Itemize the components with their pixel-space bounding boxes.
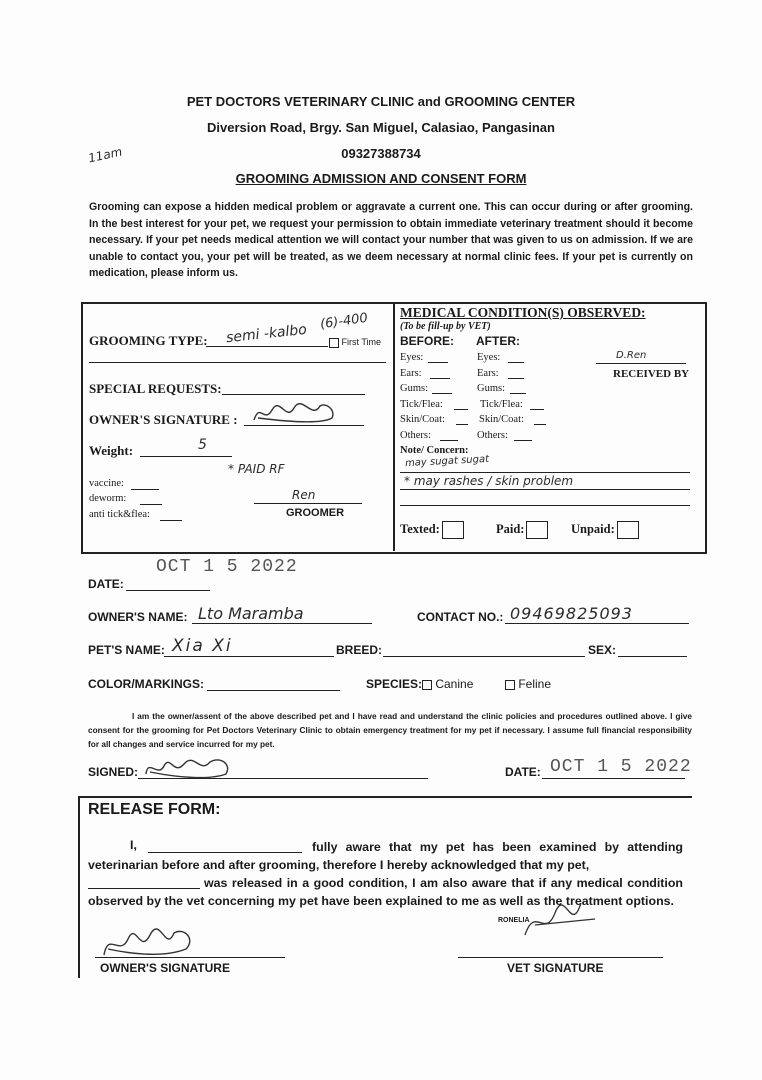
condition-row bbox=[400, 414, 550, 430]
signed-label: SIGNED: bbox=[88, 765, 139, 779]
condition-row bbox=[400, 352, 550, 368]
before-field: Ears: bbox=[400, 367, 422, 379]
note-label: Note/ Concern: bbox=[400, 445, 469, 456]
paid-checkbox[interactable] bbox=[526, 521, 548, 539]
vet-sig-line[interactable] bbox=[458, 957, 663, 958]
before-field: Gums: bbox=[400, 383, 429, 395]
weight-value[interactable]: 5 bbox=[198, 437, 207, 453]
unpaid-field[interactable] bbox=[571, 521, 639, 539]
clinic-name: PET DOCTORS VETERINARY CLINIC and GROOMING CENTER bbox=[186, 94, 576, 109]
owner-release-signature-scribble bbox=[100, 925, 200, 961]
signed-date-stamp: OCT 1 5 2022 bbox=[550, 757, 692, 777]
form-title: GROOMING ADMISSION AND CONSENT FORM bbox=[235, 171, 527, 186]
owner-name-value[interactable]: Lto Maramba bbox=[198, 604, 304, 623]
unpaid-checkbox[interactable] bbox=[617, 521, 639, 539]
after-label: AFTER: bbox=[476, 334, 520, 348]
condition-row bbox=[400, 368, 550, 384]
signed-line[interactable] bbox=[138, 778, 428, 779]
texted-label: Texted: bbox=[400, 521, 440, 536]
pet-name-value[interactable]: Xia Xi bbox=[172, 636, 233, 656]
grooming-price: (6)-400 bbox=[319, 310, 369, 333]
release-text-1: I, bbox=[130, 838, 137, 852]
received-by-line bbox=[596, 363, 686, 364]
owner-name-line bbox=[192, 623, 372, 624]
canine-label: Canine bbox=[435, 677, 474, 691]
weight-line bbox=[140, 456, 232, 457]
box-divider bbox=[393, 303, 395, 551]
texted-field[interactable] bbox=[400, 521, 464, 539]
groomer-line bbox=[254, 503, 362, 504]
before-field: Others: bbox=[400, 429, 431, 441]
condition-rows bbox=[400, 352, 550, 446]
after-field: Tick/Flea: bbox=[480, 398, 523, 410]
after-field: Skin/Coat: bbox=[479, 414, 524, 426]
owner-name-label: OWNER'S NAME: bbox=[88, 610, 188, 624]
received-by-name: D.Ren bbox=[616, 350, 647, 361]
condition-row bbox=[400, 399, 550, 415]
first-time-label: First Time bbox=[341, 337, 382, 347]
date-stamp: OCT 1 5 2022 bbox=[156, 557, 298, 577]
anti-tick-label: anti tick&flea: bbox=[89, 509, 150, 520]
pet-name-label: PET'S NAME: bbox=[88, 643, 165, 657]
breed-line[interactable] bbox=[383, 656, 585, 657]
feline-checkbox[interactable] bbox=[505, 680, 515, 690]
special-requests-label: SPECIAL REQUESTS: bbox=[89, 381, 222, 396]
after-field: Others: bbox=[477, 429, 508, 441]
grooming-type-value[interactable]: semi -kalbo bbox=[225, 321, 308, 347]
groomer-name: Ren bbox=[292, 488, 316, 502]
deworm-label: deworm: bbox=[89, 493, 127, 504]
medical-subtitle: (To be fill-up by VET) bbox=[400, 321, 491, 332]
sex-line[interactable] bbox=[618, 656, 687, 657]
vaccine-label: vaccine: bbox=[89, 478, 124, 489]
contact-label: CONTACT NO.: bbox=[417, 610, 504, 624]
release-text-2: fully aware that my pet has been examined by attending veterinarian before and after grooming, therefore I hereby acknowledged that my pet, bbox=[88, 840, 683, 872]
owner-signature-label: OWNER'S SIGNATURE : bbox=[89, 412, 238, 427]
before-label: BEFORE: bbox=[400, 334, 454, 348]
before-field: Skin/Coat: bbox=[400, 414, 445, 426]
note-line-2[interactable]: * may rashes / skin problem bbox=[404, 474, 574, 488]
date-line[interactable] bbox=[126, 590, 210, 591]
before-field: Tick/Flea: bbox=[400, 398, 443, 410]
consent-paragraph: I am the owner/assent of the above described pet and I have read and understand the clinic policies and procedures outlined above. I give consent for the grooming for Pet Doctors Veterinary Clinic to obtain emergency treatment for my pet if necessary. I assume full financial responsibility for all changes and service incurred for my pet. bbox=[88, 711, 692, 749]
breed-label: BREED: bbox=[336, 643, 383, 657]
margin-note: 11am bbox=[86, 144, 124, 166]
condition-row bbox=[400, 430, 550, 446]
received-by-label: RECEIVED BY bbox=[613, 368, 690, 380]
release-text-3: was released in a good condition, I am also aware that if any medical condition observed by the vet concerning my pet have been explained to me as well as the treatment options. bbox=[88, 876, 683, 908]
owner-release-sig-label: OWNER'S SIGNATURE bbox=[100, 961, 230, 975]
signed-date-label: DATE: bbox=[505, 765, 541, 779]
paid-label: Paid: bbox=[496, 521, 525, 536]
canine-option[interactable] bbox=[422, 677, 473, 691]
texted-checkbox[interactable] bbox=[442, 521, 464, 539]
before-field: Eyes: bbox=[400, 352, 424, 363]
anti-tick-line bbox=[160, 520, 182, 521]
owner-release-sig-line[interactable] bbox=[95, 957, 285, 958]
date-label: DATE: bbox=[88, 577, 124, 591]
color-markings-line[interactable] bbox=[207, 690, 340, 691]
contact-value[interactable]: 09469825093 bbox=[510, 604, 633, 623]
pet-name-line bbox=[164, 656, 334, 657]
vaccine-line bbox=[131, 489, 159, 490]
note-line-1[interactable]: may sugat sugat bbox=[404, 453, 490, 470]
paid-note: * PAID RF bbox=[228, 462, 285, 476]
contact-line bbox=[505, 623, 689, 624]
paid-field[interactable] bbox=[496, 521, 548, 539]
condition-row bbox=[400, 383, 550, 399]
owner-signature-scribble bbox=[250, 400, 342, 428]
vet-signature-scribble bbox=[515, 895, 605, 943]
release-title: RELEASE FORM: bbox=[88, 801, 221, 818]
feline-label: Feline bbox=[518, 677, 552, 691]
unpaid-label: Unpaid: bbox=[571, 521, 615, 536]
note-rule-3 bbox=[400, 505, 690, 506]
feline-option[interactable] bbox=[505, 677, 551, 691]
vet-sig-label: VET SIGNATURE bbox=[507, 961, 604, 975]
groomer-label: GROOMER bbox=[286, 507, 345, 519]
vet-stamp: RONELIA bbox=[498, 917, 530, 924]
deworm-line bbox=[140, 504, 162, 505]
intro-paragraph: Grooming can expose a hidden medical problem or aggravate a current one. This can occur during or after grooming. In the best interest for your pet, we request your permission to obtain immediate veterinary treatment should it become necessary. If your pet needs medical attention we will contact your number that was given to us on admission. If we are unable to contact you, your pet will be treated, as we deem necessary at normal clinic fees. If your pet is currently on medication, please inform us. bbox=[89, 201, 693, 279]
special-requests-line[interactable] bbox=[222, 394, 365, 395]
medical-title: MEDICAL CONDITION(S) OBSERVED: bbox=[400, 305, 646, 320]
after-field: Gums: bbox=[477, 383, 506, 395]
note-rule-1 bbox=[400, 472, 690, 473]
clinic-phone: 09327388734 bbox=[341, 146, 421, 161]
species-label: SPECIES: bbox=[366, 677, 423, 691]
note-rule-2 bbox=[400, 489, 690, 490]
clinic-address: Diversion Road, Brgy. San Miguel, Calasiao, Pangasinan bbox=[207, 120, 555, 135]
after-field: Ears: bbox=[477, 367, 499, 379]
sex-label: SEX: bbox=[588, 643, 617, 657]
after-field: Eyes: bbox=[477, 352, 501, 363]
canine-checkbox[interactable] bbox=[422, 680, 432, 690]
first-time-checkbox[interactable] bbox=[329, 337, 381, 348]
color-markings-label: COLOR/MARKINGS: bbox=[88, 677, 204, 691]
signed-date-line bbox=[542, 778, 685, 779]
grooming-type-label: GROOMING TYPE: bbox=[89, 333, 208, 348]
weight-label: Weight: bbox=[89, 443, 134, 458]
grooming-type-line bbox=[206, 346, 328, 347]
grooming-type-line-2 bbox=[89, 362, 386, 363]
